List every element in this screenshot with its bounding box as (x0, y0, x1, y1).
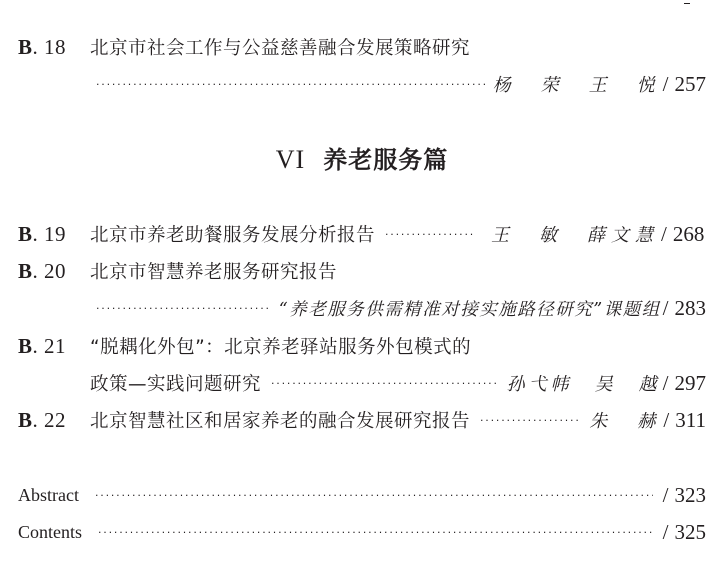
entry-code: B. 18 (18, 34, 67, 59)
toc-entry-b19[interactable] (0, 217, 724, 251)
entry-title: 北京市智慧养老服务研究报告 (90, 262, 338, 283)
entry-page: 268 (672, 221, 705, 246)
separator: / (662, 71, 669, 96)
entry-title: 北京智慧社区和居家养老的融合发展研究报告 (90, 411, 471, 432)
dot-leader (385, 229, 475, 240)
toc-entry-b18[interactable] (0, 30, 724, 64)
page-corner-mark (684, 0, 690, 4)
entry-label: Contents (18, 521, 83, 542)
toc-entry-abstract[interactable] (0, 478, 724, 512)
entry-page: 323 (674, 482, 706, 507)
dot-leader (271, 378, 499, 389)
entry-page: 297 (674, 370, 706, 395)
entry-author: 朱 赫 (589, 411, 662, 432)
entry-author: 杨 荣 王 悦 (492, 75, 661, 96)
entry-code: B. 21 (18, 333, 67, 358)
toc-entry-b21[interactable] (0, 329, 724, 363)
entry-code: B. 20 (18, 258, 67, 283)
entry-title: “脱耦化外包”：北京养老驿站服务外包模式的 (90, 337, 472, 358)
toc-entry-b22[interactable] (0, 403, 724, 437)
entry-author: 王 敏 薛文慧 (491, 225, 660, 246)
entry-title: 北京市社会工作与公益慈善融合发展策略研究 (90, 38, 471, 59)
section-numeral: VI (275, 145, 306, 174)
entry-page: 257 (674, 71, 706, 96)
dot-leader (96, 79, 485, 90)
entry-label: Abstract (18, 484, 79, 505)
entry-title: 北京市养老助餐服务发展分析报告 (90, 225, 376, 246)
section-name: 养老服务篇 (323, 145, 449, 174)
dot-leader (96, 303, 271, 314)
entry-code: B. 22 (18, 407, 67, 432)
dot-leader (480, 415, 581, 426)
separator: / (662, 519, 669, 544)
section-heading (0, 140, 724, 175)
toc-entry-contents[interactable] (0, 515, 724, 549)
separator: / (663, 407, 670, 432)
toc-entry-b21-line2 (0, 366, 724, 400)
toc-entry-b18-leader (0, 67, 724, 101)
entry-page: 325 (674, 519, 706, 544)
separator: / (662, 482, 669, 507)
entry-title-line2: 政策—实践问题研究 (90, 374, 262, 395)
toc-entry-b20[interactable] (0, 254, 724, 288)
separator: / (661, 221, 667, 246)
entry-author: “养老服务供需精准对接实施路径研究”课题组 (278, 299, 661, 320)
toc-entry-b20-leader (0, 291, 724, 325)
dot-leader (98, 527, 653, 538)
entry-page: 283 (674, 295, 706, 320)
separator: / (662, 295, 669, 320)
separator: / (662, 370, 669, 395)
entry-page: 311 (675, 407, 706, 432)
entry-author: 孙弋帏 吴 越 (506, 374, 661, 395)
dot-leader (95, 490, 653, 501)
entry-code: B. 19 (18, 221, 67, 246)
